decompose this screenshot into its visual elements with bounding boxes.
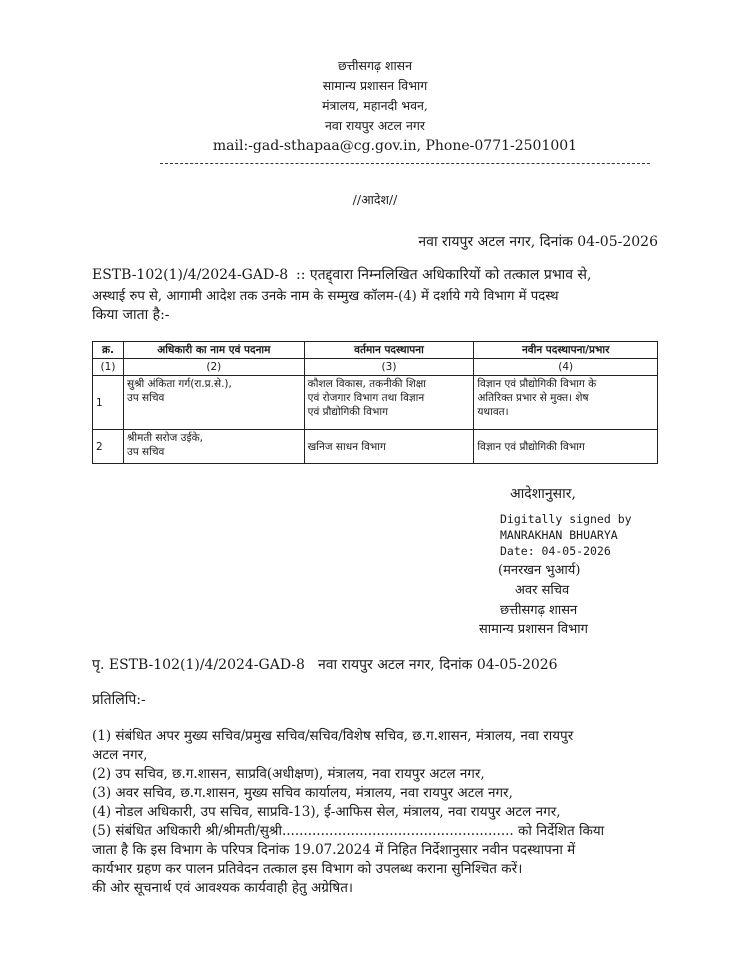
new-posting-line: विज्ञान एवं प्रौद्योगिकी विभाग के: [477, 378, 597, 390]
row-new-posting: [474, 376, 658, 430]
list-item: कार्यभार ग्रहण कर पालन प्रतिवेदन तत्काल इस विभाग को उपलब्ध कराना सुनिश्चित करें।: [92, 861, 523, 877]
officer-designation: उप सचिव: [126, 392, 165, 404]
order-body-line-1: :: एतद्द्वारा निम्नलिखित अधिकारियों को तत्काल प्रभाव से,: [296, 267, 592, 283]
list-item: (2) उप सचिव, छ.ग.शासन, साप्रवि(अधीक्षण), मंत्रालय, नवा रायपुर अटल नगर,: [92, 766, 485, 782]
order-place-date: नवा रायपुर अटल नगर, दिनांक 04-05-2026: [418, 234, 658, 250]
header-city: नवा रायपुर अटल नगर: [324, 118, 426, 133]
closing-line: की ओर सूचनार्थ एवं आवश्यक कार्यवाही हेतु अग्रेषित।: [92, 880, 354, 896]
digital-signature-line-3: Date: 04-05-2026: [500, 544, 611, 558]
col-number: (2): [123, 359, 304, 376]
officer-designation: उप सचिव: [126, 446, 165, 458]
table-header-row: [93, 342, 658, 359]
row-serial: 2: [93, 430, 124, 464]
col-number: (4): [474, 359, 658, 376]
posting-table: [92, 341, 658, 464]
officer-name: सुश्री अंकिता गर्ग(रा.प्र.से.),: [126, 378, 232, 390]
digital-signature-line-1: Digitally signed by: [500, 512, 632, 526]
row-officer: [123, 376, 304, 430]
copy-to-heading: प्रतिलिपि:-: [92, 692, 146, 708]
new-posting-line: विज्ञान एवं प्रौद्योगिकी विभाग: [477, 440, 585, 453]
order-body-line-3: किया जाता है:-: [92, 307, 170, 323]
row-new-posting: [474, 430, 658, 464]
list-item: (1) संबंधित अपर मुख्य सचिव/प्रमुख सचिव/सचिव/विशेष सचिव, छ.ग.शासन, मंत्रालय, नवा रायपुर: [92, 728, 574, 744]
list-item: अटल नगर,: [92, 747, 148, 763]
endorsement-place-date: नवा रायपुर अटल नगर, दिनांक 04-05-2026: [318, 657, 558, 673]
signatory-government: छत्तीसगढ़ शासन: [500, 603, 578, 618]
header-divider: [160, 163, 650, 164]
header-department: सामान्य प्रशासन विभाग: [322, 78, 428, 93]
order-number: ESTB-102(1)/4/2024-GAD-8: [92, 267, 289, 283]
new-posting-line: अतिरिक्त प्रभार से मुक्त। शेष: [477, 392, 589, 404]
row-officer: [123, 430, 304, 464]
current-posting-line: एवं रोजगार विभाग तथा विज्ञान: [307, 392, 425, 404]
header-contact: mail:-gad-sthapaa@cg.gov.in, Phone-0771-2501001: [212, 138, 578, 154]
signatory-name: (मनरखन भुआर्य): [498, 563, 581, 578]
table-row: [93, 376, 658, 430]
col-number: (1): [93, 359, 124, 376]
header-government: छत्तीसगढ़ शासन: [337, 58, 413, 73]
by-order-text: आदेशानुसार,: [510, 486, 576, 502]
row-current-posting: [304, 430, 474, 464]
list-item: (3) अवर सचिव, छ.ग.शासन, मुख्य सचिव कार्यालय, मंत्रालय, नवा रायपुर अटल नगर,: [92, 785, 513, 801]
row-current-posting: [304, 376, 474, 430]
signatory-department: सामान्य प्रशासन विभाग: [479, 622, 588, 637]
col-header-new-posting: नवीन पदस्थापना/प्रभार: [474, 342, 658, 359]
col-number: (3): [304, 359, 474, 376]
col-header-current-posting: वर्तमान पदस्थापना: [304, 342, 474, 359]
order-title: //आदेश//: [352, 192, 398, 207]
list-item: (4) नोडल अधिकारी, उप सचिव, साप्रवि-13), ई-आफिस सेल, मंत्रालय, नवा रायपुर अटल नगर,: [92, 804, 561, 820]
list-item: जाता है कि इस विभाग के परिपत्र दिनांक 19.07.2024 में निहित निर्देशानुसार नवीन पदस्थापना में: [92, 842, 576, 858]
new-posting-line: यथावत।: [477, 406, 509, 418]
officer-name: श्रीमती सरोज उईके,: [126, 432, 203, 444]
col-header-officer: अधिकारी का नाम एवं पदनाम: [123, 342, 304, 359]
current-posting-line: कौशल विकास, तकनीकी शिक्षा: [307, 378, 426, 390]
current-posting-line: खनिज साधन विभाग: [307, 440, 386, 453]
endorsement-number: पृ. ESTB-102(1)/4/2024-GAD-8: [92, 657, 305, 673]
current-posting-line: एवं प्रौद्योगिकी विभाग: [307, 406, 388, 418]
signatory-designation: अवर सचिव: [515, 583, 570, 598]
table-number-row: [93, 359, 658, 376]
header-building: मंत्रालय, महानदी भवन,: [322, 98, 428, 113]
row-serial: 1: [93, 376, 124, 430]
col-header-sno: क्र.: [93, 342, 124, 359]
digital-signature-line-2: MANRAKHAN BHUARYA: [500, 528, 618, 542]
list-item: (5) संबंधित अधिकारी श्री/श्रीमती/सुश्री...................................................... को निर्देशित किया: [92, 823, 605, 839]
table-row: [93, 430, 658, 464]
order-body-line-2: अस्थाई रुप से, आगामी आदेश तक उनके नाम के सम्मुख कॉलम-(4) में दर्शाये गये विभाग में पदस्थ: [92, 289, 559, 304]
